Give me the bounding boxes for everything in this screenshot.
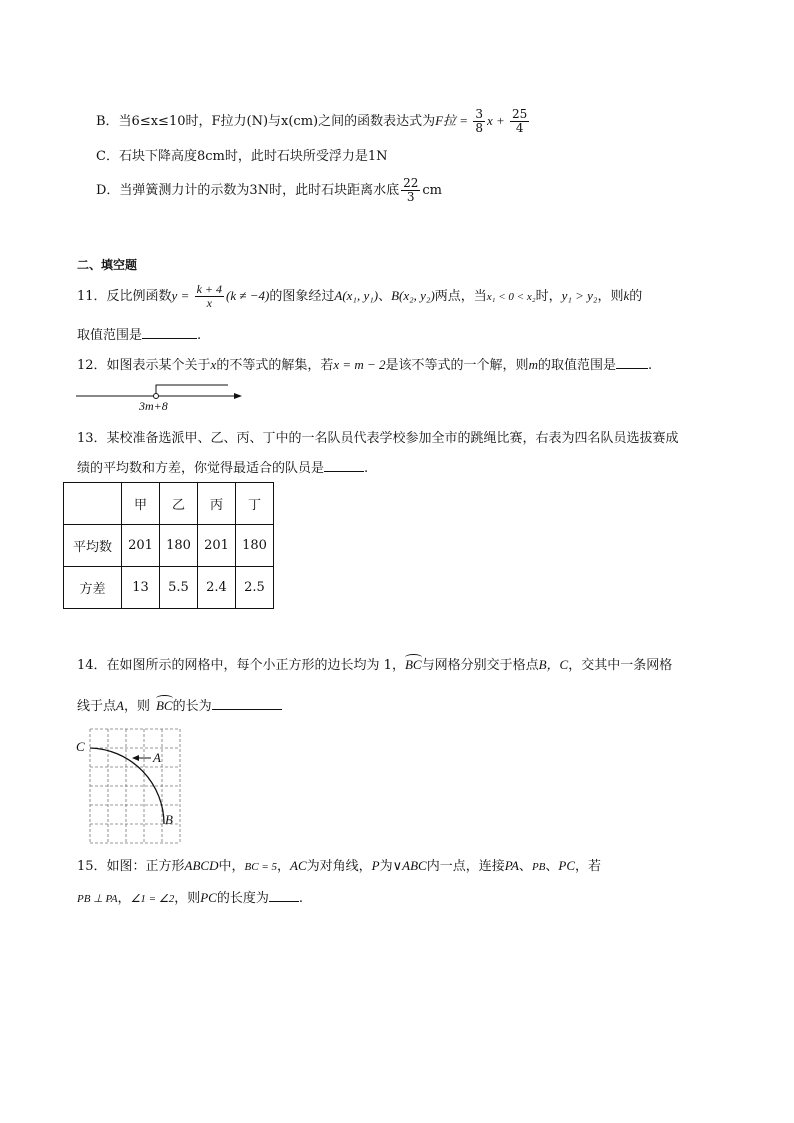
q13-line1: 13．某校准备选派甲、乙、丙、丁中的一名队员代表学校参加全市的跳绳比赛，右表为四名队员选拔赛成 bbox=[77, 431, 679, 446]
q15-text-g: ，若 bbox=[575, 859, 602, 874]
q15-square: ABCD bbox=[184, 858, 219, 873]
q12-end: . bbox=[647, 358, 653, 373]
q14-points: B，C bbox=[538, 657, 569, 672]
q14-text-c: ，交其中一条网格 bbox=[568, 658, 673, 673]
q15-pc: PC bbox=[558, 858, 576, 873]
q10-option-d-unit: cm bbox=[422, 183, 442, 198]
q14-arc-bc-2: BC bbox=[156, 698, 173, 714]
q12-var-m: m bbox=[528, 357, 538, 372]
q13-end: . bbox=[364, 461, 369, 476]
q11-condition-3: y₁ > y₂ bbox=[561, 288, 598, 303]
table-cell: 2.4 bbox=[198, 567, 236, 609]
table-cell: 201 bbox=[198, 525, 236, 567]
q14-text-a: 14．在如图所示的网格中，每个小正方形的边长均为 1， bbox=[77, 658, 405, 673]
q14-figure-label-b: B bbox=[165, 812, 173, 827]
q11-fraction: $\frac{k + 4}{x}$ bbox=[196, 282, 223, 310]
q13-line2 bbox=[77, 457, 368, 476]
q14-text-f: 的长为 bbox=[172, 699, 212, 714]
open-point-icon bbox=[154, 394, 159, 399]
q12-text-d: 的取值范围是 bbox=[537, 358, 616, 373]
arrow-head-icon bbox=[234, 393, 242, 399]
q10-option-d bbox=[96, 177, 442, 204]
q11-text-a: 11．反比例函数 bbox=[77, 289, 172, 304]
q15-bc: BC = 5 bbox=[244, 861, 277, 873]
q10-option-b-mid: x + bbox=[486, 113, 509, 128]
q12-numberline-label: 3m+8 bbox=[139, 399, 168, 413]
table-cell: 201 bbox=[122, 525, 160, 567]
q15-p: P bbox=[371, 858, 380, 873]
q15-text-f: 内一点，连接 bbox=[426, 859, 505, 874]
q15-triangle: ABC bbox=[402, 858, 427, 873]
table-cell: 5.5 bbox=[160, 567, 198, 609]
q10-option-b-frac1: $\frac{3}{8}$ bbox=[475, 107, 483, 135]
table-cell: 2.5 bbox=[236, 567, 274, 609]
table-header-cell: 丙 bbox=[198, 483, 236, 525]
q15-sep-3: ， bbox=[117, 891, 131, 906]
arrow-left-icon bbox=[132, 755, 139, 761]
q11-condition-2: x₁ < 0 < x₂ bbox=[486, 291, 536, 303]
q15-text-h: ，则 bbox=[174, 891, 201, 906]
table-cell: 180 bbox=[236, 525, 274, 567]
q11-answer-blank[interactable] bbox=[142, 326, 197, 339]
q14-answer-blank[interactable] bbox=[212, 697, 282, 710]
q14-text-e: ，则 bbox=[123, 699, 150, 714]
q10-option-d-text: D．当弹簧测力计的示数为3N时，此时石块距离水底 bbox=[96, 183, 400, 198]
q11-line2-end: . bbox=[197, 328, 202, 343]
q11-condition: (k ≠ −4) bbox=[226, 288, 270, 303]
q15-line2 bbox=[77, 887, 303, 906]
q13-line2-text: 绩的平均数和方差，你觉得最适合的队员是 bbox=[77, 461, 325, 476]
q10-option-b-lhs: F拉 = bbox=[435, 113, 472, 128]
table-cell: 方差 bbox=[64, 567, 122, 609]
table-row bbox=[64, 525, 274, 567]
q12-text-a: 12．如图表示某个关于 bbox=[77, 358, 211, 373]
q11-text-c: 两点，当 bbox=[434, 289, 487, 304]
table-cell: 平均数 bbox=[64, 525, 122, 567]
q11-text-d: 时， bbox=[535, 289, 562, 304]
q10-option-b-frac2: $\frac{25}{4}$ bbox=[512, 107, 528, 135]
q11-line2-text: 取值范围是 bbox=[77, 328, 143, 343]
section-title: 二、填空题 bbox=[77, 258, 138, 272]
q15-ac: AC bbox=[290, 858, 307, 873]
q11-sep: 、 bbox=[378, 289, 392, 304]
table-header-cell: 丁 bbox=[236, 483, 274, 525]
q13-score-table bbox=[63, 482, 274, 609]
q14-figure-label-c: C bbox=[76, 739, 85, 754]
q11-text-b: 的图象经过 bbox=[269, 289, 335, 304]
q15-text-c: ， bbox=[277, 859, 291, 874]
q15-end: . bbox=[298, 891, 304, 906]
q13-answer-blank[interactable] bbox=[324, 459, 364, 472]
q14-line1 bbox=[77, 654, 672, 673]
q14-line2 bbox=[77, 695, 282, 714]
q11-var-k: k bbox=[623, 288, 630, 303]
q11-line2 bbox=[77, 324, 201, 343]
q15-pb: PB bbox=[531, 861, 546, 873]
q11-lhs: y = bbox=[171, 288, 193, 303]
q15-perp: PB ⊥ PA bbox=[77, 893, 118, 905]
q11-text-f: 的 bbox=[629, 289, 643, 304]
q12-answer-blank[interactable] bbox=[616, 356, 648, 369]
q12-text-b: 的不等式的解集，若 bbox=[216, 358, 334, 373]
q15-text-i: 的长度为 bbox=[216, 891, 269, 906]
table-header-cell: 甲 bbox=[122, 483, 160, 525]
q10-option-d-frac: $\frac{22}{3}$ bbox=[403, 176, 419, 204]
q15-pa: PA bbox=[504, 858, 519, 873]
table-header-cell: 乙 bbox=[160, 483, 198, 525]
q15-sep-2: 、 bbox=[545, 859, 559, 874]
q15-pc-2: PC bbox=[200, 890, 217, 905]
q15-text-d: 为对角线， bbox=[306, 859, 372, 874]
q11-point-a: A(x₁, y₁) bbox=[334, 288, 379, 303]
q14-text-b: 与网格分别交于格点 bbox=[421, 658, 539, 673]
q15-line1 bbox=[77, 855, 601, 874]
q15-text-b: 中， bbox=[218, 859, 245, 874]
q14-arc-bc: BC bbox=[405, 657, 422, 673]
q12-text-c: 是该不等式的一个解，则 bbox=[385, 358, 529, 373]
q15-text-a: 15．如图：正方形 bbox=[77, 859, 185, 874]
q15-text-e: 为∨ bbox=[379, 859, 403, 874]
q14-figure-label-a: A bbox=[153, 750, 161, 765]
table-header-cell bbox=[64, 483, 122, 525]
q11-line1 bbox=[77, 283, 642, 310]
q10-option-b bbox=[96, 108, 531, 135]
q15-answer-blank[interactable] bbox=[269, 889, 299, 902]
table-cell: 180 bbox=[160, 525, 198, 567]
q12-expression: x = m − 2 bbox=[333, 357, 386, 372]
q12-var-x: x bbox=[210, 357, 217, 372]
q11-text-e: ，则 bbox=[597, 289, 624, 304]
table-cell: 13 bbox=[122, 567, 160, 609]
q15-sep-1: 、 bbox=[518, 859, 532, 874]
q14-point-a: A bbox=[116, 698, 124, 713]
q14-text-d: 线于点 bbox=[77, 699, 117, 714]
table-row bbox=[64, 567, 274, 609]
q11-point-b: B(x₂, y₂) bbox=[391, 288, 435, 303]
q10-option-b-text: B．当6≤x≤10时，F拉力(N)与x(cm)之间的函数表达式为 bbox=[96, 114, 436, 129]
q15-angles: ∠1 = ∠2 bbox=[130, 893, 175, 905]
q12-line bbox=[77, 354, 652, 373]
q10-option-c: C．石块下降高度8cm时，此时石块所受浮力是1N bbox=[96, 149, 388, 164]
table-header-row bbox=[64, 483, 274, 525]
